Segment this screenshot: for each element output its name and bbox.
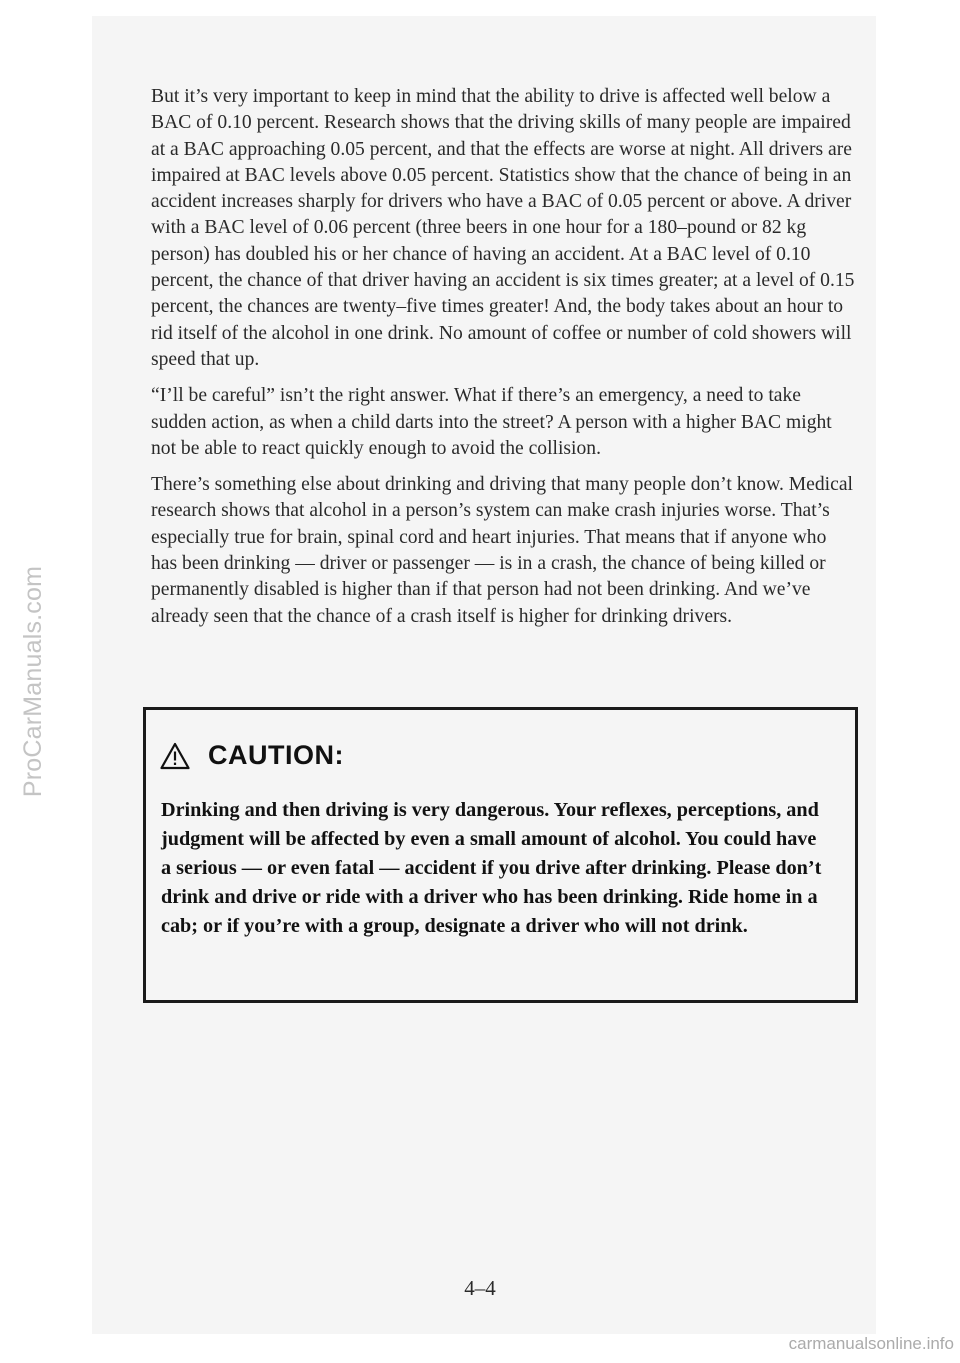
caution-box [143,707,858,1003]
caution-header [160,740,344,771]
paragraph-crash-injuries: There’s something else about drinking and driving that many people don’t know. Medical research shows that alcohol in a person’s system can make crash injuries worse. That’s especially true for brain, spinal cord and heart injuries. That means that if anyone who has been drinking — driver or passenger — is in a crash, the chance of being killed or permanently disabled is higher than if that person had not been drinking. And we’ve already seen that the chance of a crash itself is higher for drinking drivers. [151,474,853,627]
bottom-watermark: carmanualsonline.info [788,1334,954,1353]
side-watermark [12,0,56,1363]
page-number: 4–4 [464,1276,496,1300]
paragraph-ill-be-careful: “I’ll be careful” isn’t the right answer. What if there’s an emergency, a need to take sudden action, as when a child darts into the street? A person with a higher BAC might not be able to react quickly enough to avoid the collision. [151,385,832,459]
caution-label: CAUTION: [208,740,344,770]
paragraph-bac-effects: But it’s very important to keep in mind that the ability to drive is affected well below a BAC of 0.10 percent. Research shows that the driving skills of many people are impaired at a BAC approaching 0.05 percent, and that the effects are worse at night. All drivers are impaired at BAC levels above 0.05 percent. Statistics show that the chance of being in an accident increases sharply for drivers who have a BAC of 0.05 percent or above. A driver with a BAC level of 0.06 percent (three beers in one hour for a 180–pound or 82 kg person) has doubled his or her chance of having an accident. At a BAC level of 0.10 percent, the chance of that driver having an accident is six times greater; at a level of 0.15 percent, the chances are twenty–five times greater! And, the body takes about an hour to rid itself of the alcohol in one drink. No amount of coffee or number of cold showers will speed that up. [151,86,855,370]
body-text [151,84,856,640]
warning-triangle-icon [160,742,190,770]
caution-text: Drinking and then driving is very dangerous. Your reflexes, perceptions, and judgment will be affected by even a small amount of alcohol. You could have a serious — or even fatal — accident if you drive after drinking. Please don’t drink and drive or ride with a driver who has been drinking. Ride home in a cab; or if you’re with a group, designate a driver who will not drink. [161,799,822,937]
side-watermark-text: ProCarManuals.com [19,565,48,798]
